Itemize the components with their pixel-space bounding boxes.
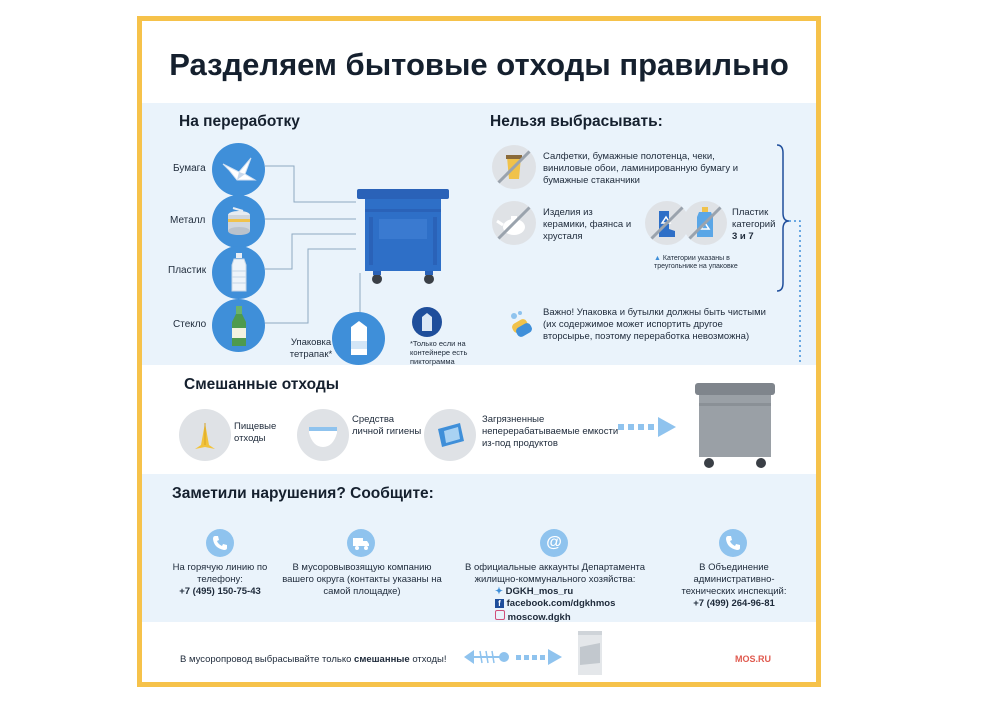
report-heading: Заметили нарушения? Сообщите: [172,485,434,502]
forbidden-bracket [767,143,816,365]
dotted-arrow-to-chute [516,649,564,665]
washing-hands-icon [506,309,536,339]
tetrapak-footnote: *Только если на контейнере есть пиктограмма [410,339,468,366]
tin-can-icon [212,195,265,248]
recycle-band [142,103,816,365]
plastic-bottle-icon [212,246,265,299]
plastic-categories-value: 3 и 7 [732,231,754,242]
social-instagram[interactable] [495,610,571,624]
label-glass: Стекло [173,319,207,330]
mixed-item1: Пищевые отходы [234,421,277,444]
instagram-icon [495,610,505,620]
categories-note-text: Категории указаны в треугольнике на упаковке [654,255,738,270]
categories-note [654,255,764,271]
plastic-cat7-icon [683,201,727,245]
social-twitter[interactable] [495,586,573,598]
phone-icon [206,529,234,557]
glass-bottle-icon [212,299,265,352]
report-col4-phone[interactable]: +7 (499) 264-96-81 [693,598,775,609]
forbidden-item1: Салфетки, бумажные полотенца, чеки, виниловые обои, ламинированную бумагу и бумажные стаканчики [543,151,739,186]
label-plastic: Пластик [168,265,207,276]
triangle-icon: ▲ [654,255,661,262]
tetrapak-label: Упаковка тетрапак* [289,337,333,360]
facebook-url: facebook.com/dgkhmos [506,598,616,609]
garbage-truck-icon [347,529,375,557]
label-metal: Металл [170,215,206,226]
diaper-icon [297,409,349,461]
label-paper: Бумага [173,163,206,174]
report-band [142,474,816,622]
garbage-chute-icon [570,629,610,679]
twitter-icon: ✦ [495,586,503,597]
at-sign-icon [540,529,568,557]
recycle-bin-blue [355,187,451,287]
tetrapak-icon [332,312,385,365]
instagram-handle: moscow.dgkh [507,612,571,623]
report-col1-text: На горячую линию по телефону: [172,562,268,585]
crumpled-container-icon [424,409,476,461]
paper-cup-icon [492,145,536,189]
forbidden-item2: Изделия из керамики, фаянса и хрусталя [543,207,632,242]
report-col2-text: В мусоровывозящую компанию вашего округа (контакты указаны на самой площадке) [282,562,442,597]
ceramic-teapot-icon [492,201,536,245]
tetrapak-pictogram-icon [412,307,442,337]
dotted-arrow-to-grey-bin [618,417,678,437]
social-facebook[interactable] [495,598,615,610]
footer-bold: смешанные [354,654,410,665]
mixed-heading: Смешанные отходы [184,376,339,393]
mixed-item2: Средства личной гигиены [352,414,422,437]
report-col4-text: В Объединение административно-технических инспекций: [681,562,787,597]
page-title: Разделяем бытовые отходы правильно [169,47,789,82]
footer-note [180,654,447,666]
mosru-logo[interactable]: MOS.RU [735,654,771,664]
mixed-item3: Загрязненные неперерабатываемые емкости из-под продуктов [482,414,619,449]
footer-prefix: В мусоропровод выбрасывайте только [180,654,355,665]
twitter-handle: DGKH_mos_ru [505,586,574,597]
at-glyph: @ [546,534,562,551]
important-note: Важно! Упаковка и бутылки должны быть чистыми (их содержимое может испортить другое вторсырье, поэтому переработка невозможна) [543,307,766,342]
recycle-heading: На переработку [179,113,300,130]
paper-crane-icon [212,143,265,196]
infographic-frame [137,16,821,687]
footer-suffix: отходы! [409,654,447,665]
report-col1-phone[interactable]: +7 (495) 150-75-43 [179,586,261,597]
fish-bone-icon [462,646,510,668]
phone-icon-2 [719,529,747,557]
report-col3-text: В официальные аккаунты Департамента жилищно-коммунального хозяйства: [464,562,646,585]
facebook-icon: f [495,599,504,608]
forbidden-heading: Нельзя выбрасывать: [490,113,663,130]
plastic-label-text: Пластик категорий [732,207,776,230]
mixed-bin-grey [687,381,783,471]
banana-peel-icon [179,409,231,461]
